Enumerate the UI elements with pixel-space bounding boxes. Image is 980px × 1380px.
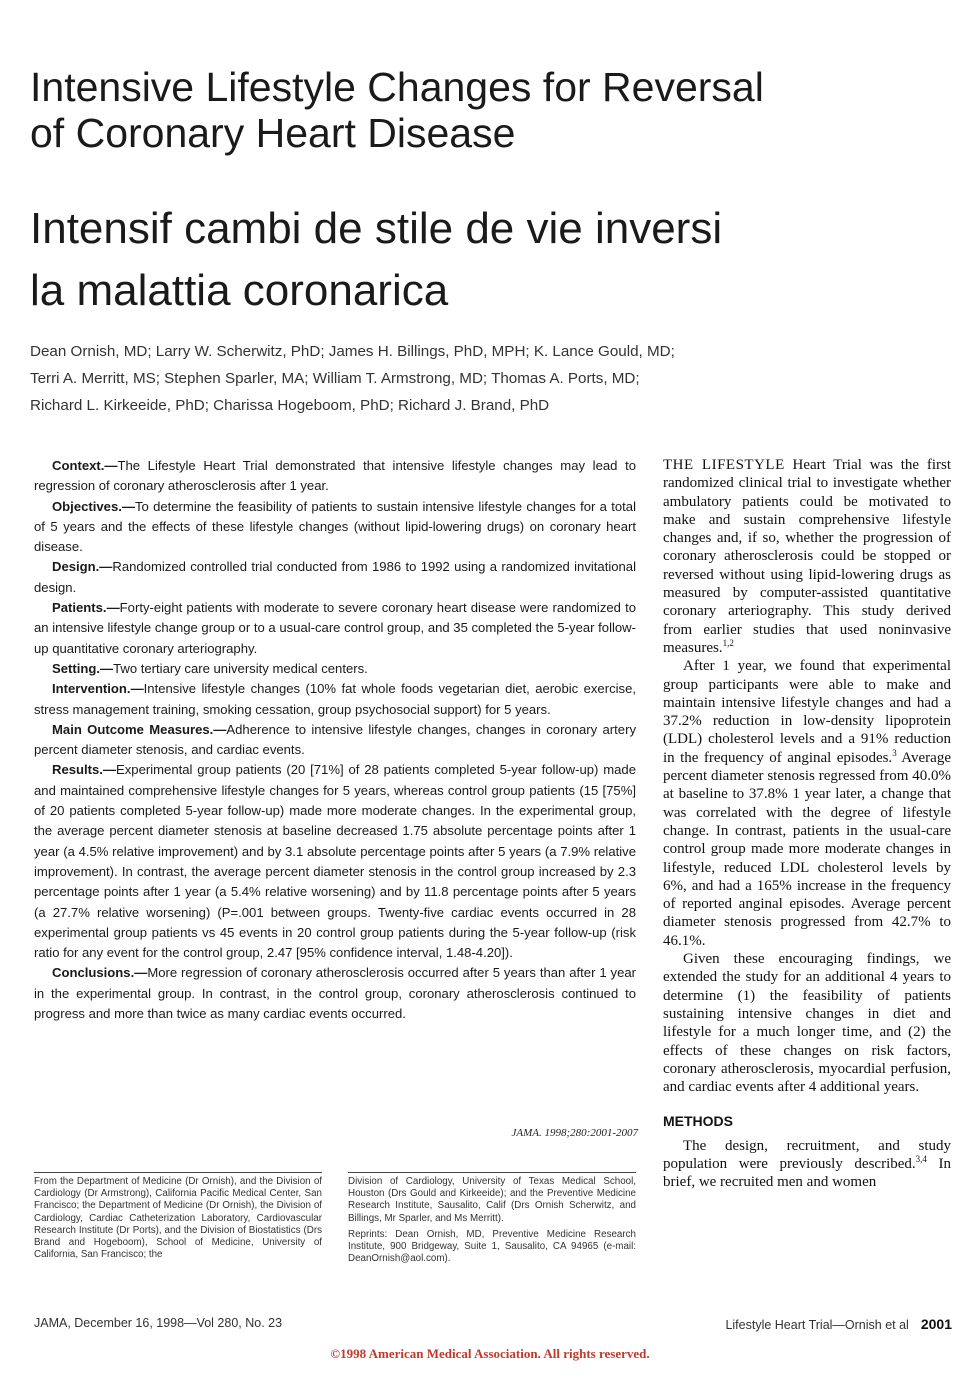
abstract-patients bbox=[34, 598, 636, 659]
paragraph-text: Given these encouraging findings, we extended the study for an additional 4 years to determine (1) the feasibility of patients sustaining intensive changes in diet and lifestyle for a much longer time, and (2) the effects of these changes on risk factors, coronary atherosclerosis, myocardial perfusion, and cardiac events after 4 additional years. bbox=[663, 951, 951, 1096]
italian-title bbox=[30, 198, 930, 322]
reference-marker: 3,4 bbox=[915, 1153, 927, 1164]
title-line: Intensif cambi de stile de vie inversi bbox=[30, 204, 723, 253]
reprints-footnote: Reprints: Dean Ornish, MD, Preventive Medicine Research Institute, 900 Bridgeway, Suite 1, Sausalito, CA 94965 (e-mail: DeanOrnish@aol.com). bbox=[348, 1228, 636, 1265]
title-line: of Coronary Heart Disease bbox=[30, 110, 516, 156]
title-line: la malattia coronarica bbox=[30, 266, 449, 315]
reference-marker: 1,2 bbox=[722, 637, 734, 648]
footnote-divider bbox=[348, 1172, 636, 1173]
abstract-context bbox=[34, 456, 636, 497]
section-label: Intervention.— bbox=[52, 681, 144, 697]
footnote-divider bbox=[34, 1172, 322, 1173]
section-text: Intensive lifestyle changes (10% fat whole foods vegetarian diet, aerobic exercise, stress management training, smoking cessation, group psychosocial support) for 5 years. bbox=[34, 681, 636, 717]
abstract bbox=[34, 456, 636, 1024]
abstract-objectives bbox=[34, 497, 636, 558]
section-text: To determine the feasibility of patients to sustain intensive lifestyle changes for a total of 5 years and the effects of these lifestyle changes (without lipid-lowering drugs) on coronary heart disease. bbox=[34, 498, 636, 555]
section-label: Patients.— bbox=[52, 600, 120, 616]
paragraph-text: After 1 year, we found that experimental group participants were able to make and maintain intensive lifestyle changes and had a 37.2% reduction in low-density lipoprotein (LDL) cholesterol levels and a 91% reduction in the frequency of anginal episodes. bbox=[663, 658, 951, 766]
section-text: The Lifestyle Heart Trial demonstrated that intensive lifestyle changes may lead to regression of coronary atherosclerosis after 1 year. bbox=[34, 458, 636, 494]
reference-marker: 3 bbox=[892, 747, 897, 758]
body-paragraph bbox=[663, 1137, 951, 1192]
running-footer bbox=[700, 1316, 952, 1332]
section-text: Forty-eight patients with moderate to severe coronary heart disease were randomized to an intensive lifestyle change group or to a usual-care control group, and 35 completed the 5-year follow-up quantitative coronary arteriography. bbox=[34, 600, 636, 656]
section-label: Objectives.— bbox=[52, 498, 135, 514]
intro-paragraph bbox=[663, 456, 951, 657]
journal-citation: JAMA. 1998;280:2001-2007 bbox=[511, 1127, 638, 1139]
running-title: Lifestyle Heart Trial—Ornish et al bbox=[725, 1318, 909, 1332]
english-title bbox=[30, 64, 930, 156]
body-column bbox=[663, 456, 951, 1192]
methods-heading: METHODS bbox=[663, 1113, 733, 1130]
abstract-outcomes bbox=[34, 720, 636, 761]
abstract-design bbox=[34, 557, 636, 598]
body-paragraph bbox=[663, 657, 951, 950]
paragraph-text: In brief, we recruited men and women bbox=[663, 1155, 951, 1191]
paragraph-text: Heart Trial was the first randomized clinical trial to investigate whether ambulatory patients could be motivated to make and sustain comprehensive lifestyle changes and, if so, whether the progression of coronary atherosclerosis could be stopped or reversed without using lipid-lowering drugs as measured by computer-assisted quantitative coronary arteriography. This study derived from earlier studies that used noninvasive measures. bbox=[663, 457, 952, 656]
abstract-conclusions bbox=[34, 963, 636, 1024]
affiliations-footnote-continued bbox=[348, 1176, 636, 1269]
journal-issue-footer: JAMA, December 16, 1998—Vol 280, No. 23 bbox=[34, 1316, 283, 1330]
paragraph-text: Average percent diameter stenosis regressed from 40.0% at baseline to 37.8% 1 year later, a change that was correlated with the degree of lifestyle change. In contrast, patients in the usual-care control group made more moderate changes in lifestyle, reduced LDL cholesterol levels by 6%, and had a 165% increase in the frequency of reported anginal episodes. Average percent diameter stenosis progressed from 42.7% to 46.1%. bbox=[663, 749, 951, 949]
section-label: Results.— bbox=[52, 762, 117, 778]
section-text: Adherence to intensive lifestyle changes, changes in coronary artery percent diameter stenosis, and cardiac events. bbox=[34, 721, 636, 758]
copyright-notice: ©1998 American Medical Association. All rights reserved. bbox=[330, 1346, 650, 1361]
section-text: Experimental group patients (20 [71%] of 28 patients completed 5-year follow-up) made and maintained comprehensive lifestyle changes for 5 years, whereas control group patients (15 [75%] of 20 patients completed 5-year follow-up) made more moderate changes. In the experimental group, the average percent diameter stenosis at baseline decreased 1.75 absolute percentage points after 1 year (a 4.5% relative improvement) and by 3.1 absolute percentage points after 5 years (a 7.9% relative improvement). In contrast, the average percent diameter stenosis in the control group increased by 2.3 percentage points after 1 year (a 5.4% relative worsening) and by 11.8 percentage points after 5 years (a 27.7% relative worsening) (P=.001 between groups. Twenty-five cardiac events occurred in 28 experimental group patients vs 45 events in 20 control group patients during the 5-year follow-up (risk ratio for any event for the control group, 2.47 [95% confidence interval, 1.48-4.20]). bbox=[34, 762, 636, 961]
footnote-text: From the Department of Medicine (Dr Ornish), and the Division of Cardiology (Dr Armstrong), California Pacific Medical Center, San Francisco; the Department of Medicine (Dr Ornish), the Division of Cardiology, Cardiac Catheterization Laboratory, Cardiovascular Research Institute (Dr Ports), and the Division of Biostatistics (Drs Brand and Hogeboom), School of Medicine, University of California, San Francisco; the bbox=[34, 1176, 322, 1261]
title-line: Intensive Lifestyle Changes for Reversal bbox=[30, 64, 764, 110]
paragraph-text: The design, recruitment, and study population were previously described. bbox=[663, 1137, 951, 1172]
abstract-intervention bbox=[34, 679, 636, 720]
section-label: Setting.— bbox=[52, 660, 114, 676]
section-label: Conclusions.— bbox=[52, 965, 148, 981]
author-line: Dean Ornish, MD; Larry W. Scherwitz, PhD; James H. Billings, PhD, MPH; K. Lance Gould, MD; bbox=[30, 343, 675, 360]
section-label: Main Outcome Measures.— bbox=[52, 721, 227, 737]
section-text: More regression of coronary atherosclerosis occurred after 5 years than after 1 year in the experimental group. In contrast, in the control group, coronary atherosclerosis continued to progress and more than twice as many cardiac events occurred. bbox=[34, 965, 636, 1022]
lead-in: THE LIFESTYLE bbox=[663, 457, 785, 473]
affiliations-footnote bbox=[34, 1176, 322, 1265]
author-line: Terri A. Merritt, MS; Stephen Sparler, MA; William T. Armstrong, MD; Thomas A. Ports, MD; bbox=[30, 370, 640, 387]
section-label: Design.— bbox=[52, 559, 113, 575]
abstract-setting bbox=[34, 659, 636, 679]
section-text: Two tertiary care university medical centers. bbox=[113, 660, 368, 676]
author-line: Richard L. Kirkeeide, PhD; Charissa Hogeboom, PhD; Richard J. Brand, PhD bbox=[30, 397, 550, 414]
page-number: 2001 bbox=[920, 1316, 952, 1332]
author-list bbox=[30, 338, 950, 419]
abstract-results bbox=[34, 760, 636, 963]
section-label: Context.— bbox=[52, 458, 118, 473]
section-text: Randomized controlled trial conducted from 1986 to 1992 using a randomized invitational design. bbox=[34, 559, 636, 595]
body-paragraph bbox=[663, 950, 951, 1096]
footnote-text: Division of Cardiology, University of Texas Medical School, Houston (Drs Gould and Kirkeeide); and the Preventive Medicine Research Institute, Sausalito, Calif (Drs Ornish Scherwitz, and Billings, Mr Sparler, and Ms Merritt). bbox=[348, 1176, 636, 1224]
